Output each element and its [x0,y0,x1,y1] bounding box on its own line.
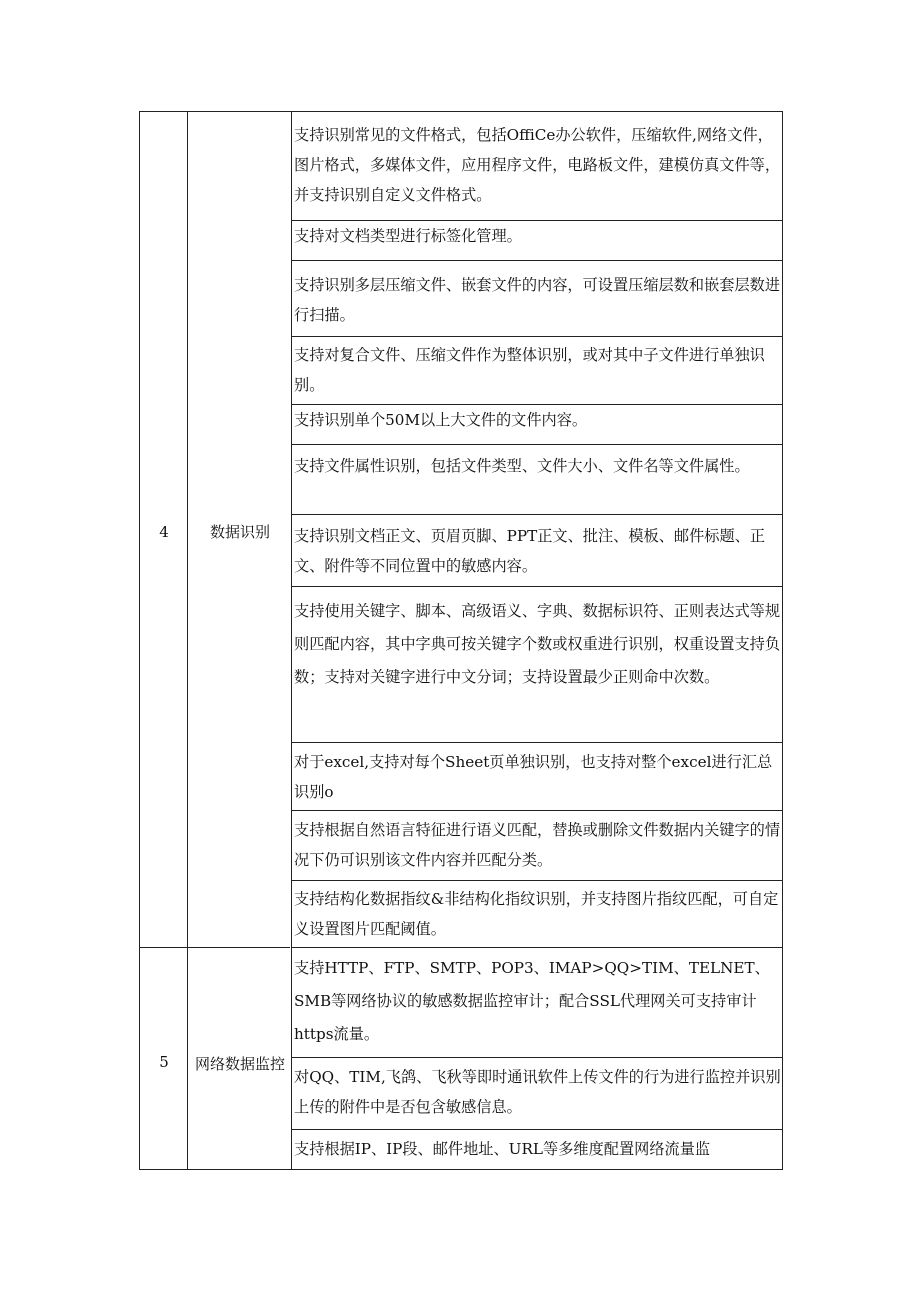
description-text: 支持根据自然语言特征进行语义匹配，替换或删除文件数据内关键字的情况下仍可识别该文件内容并匹配分类。 [294,821,780,869]
description-cell [292,336,782,404]
description-cell [292,947,782,1057]
description-text: 支持使用关键字、脚本、高级语义、字典、数据标识符、正则表达式等规则匹配内容，其中字典可按关键字个数或权重进行识别，权重设置支持负数；支持对关键字进行中文分词；支持设置最少正则命中次数。 [294,602,780,686]
description-text: 支持识别文档正文、页眉页脚、PPT正文、批注、模板、邮件标题、正文、附件等不同位置中的敏感内容。 [294,527,766,575]
row-name: 数据识别 [209,523,270,541]
description-cell [292,220,782,260]
description-text: 支持文件属性识别，包括文件类型、文件大小、文件名等文件属性。 [294,457,750,475]
description-text: 支持根据IP、IP段、邮件地址、URL等多维度配置网络流量监 [294,1140,711,1158]
description-cell [292,112,782,220]
requirements-table [139,111,783,1170]
row-number: 4 [159,523,169,541]
description-text: 支持对复合文件、压缩文件作为整体识别，或对其中子文件进行单独识别。 [294,346,765,394]
name-column [188,112,292,1169]
description-text: 对QQ、TIM,飞鸽、飞秋等即时通讯软件上传文件的行为进行监控并识别上传的附件中是否包含敏感信息。 [294,1068,781,1116]
row-number: 5 [159,1053,169,1071]
description-cell [292,880,782,947]
number-column [140,112,188,1169]
description-text: 支持HTTP、FTP、SMTP、POP3、IMAP>QQ>TIM、TELNET、SMB等网络协议的敏感数据监控审计；配合SSL代理网关可支持审计https流量。 [294,959,770,1043]
description-column [292,112,782,1169]
row-name: 网络数据监控 [194,1055,285,1073]
description-text: 支持识别单个50M以上大文件的文件内容。 [294,411,588,429]
description-cell [292,444,782,514]
description-cell [292,586,782,742]
description-text: 支持结构化数据指纹&非结构化指纹识别，并支持图片指纹匹配，可自定义设置图片匹配阈值。 [294,890,779,938]
description-cell [292,514,782,586]
description-text: 支持对文档类型进行标签化管理。 [294,227,522,245]
description-cell [292,1057,782,1129]
description-cell [292,1129,782,1169]
description-text: 支持识别多层压缩文件、嵌套文件的内容，可设置压缩层数和嵌套层数进行扫描。 [294,276,780,324]
description-cell [292,404,782,444]
description-cell [292,260,782,336]
description-cell [292,810,782,880]
group-divider [140,947,290,948]
description-text: 对于excel,支持对每个Sheet页单独识别，也支持对整个excel进行汇总识别o [294,753,773,801]
description-text: 支持识别常见的文件格式，包括OffiCe办公软件，压缩软件,网络文件，图片格式，多媒体文件，应用程序文件，电路板文件，建模仿真文件等，并支持识别自定义文件格式。 [294,126,780,204]
description-cell [292,742,782,810]
